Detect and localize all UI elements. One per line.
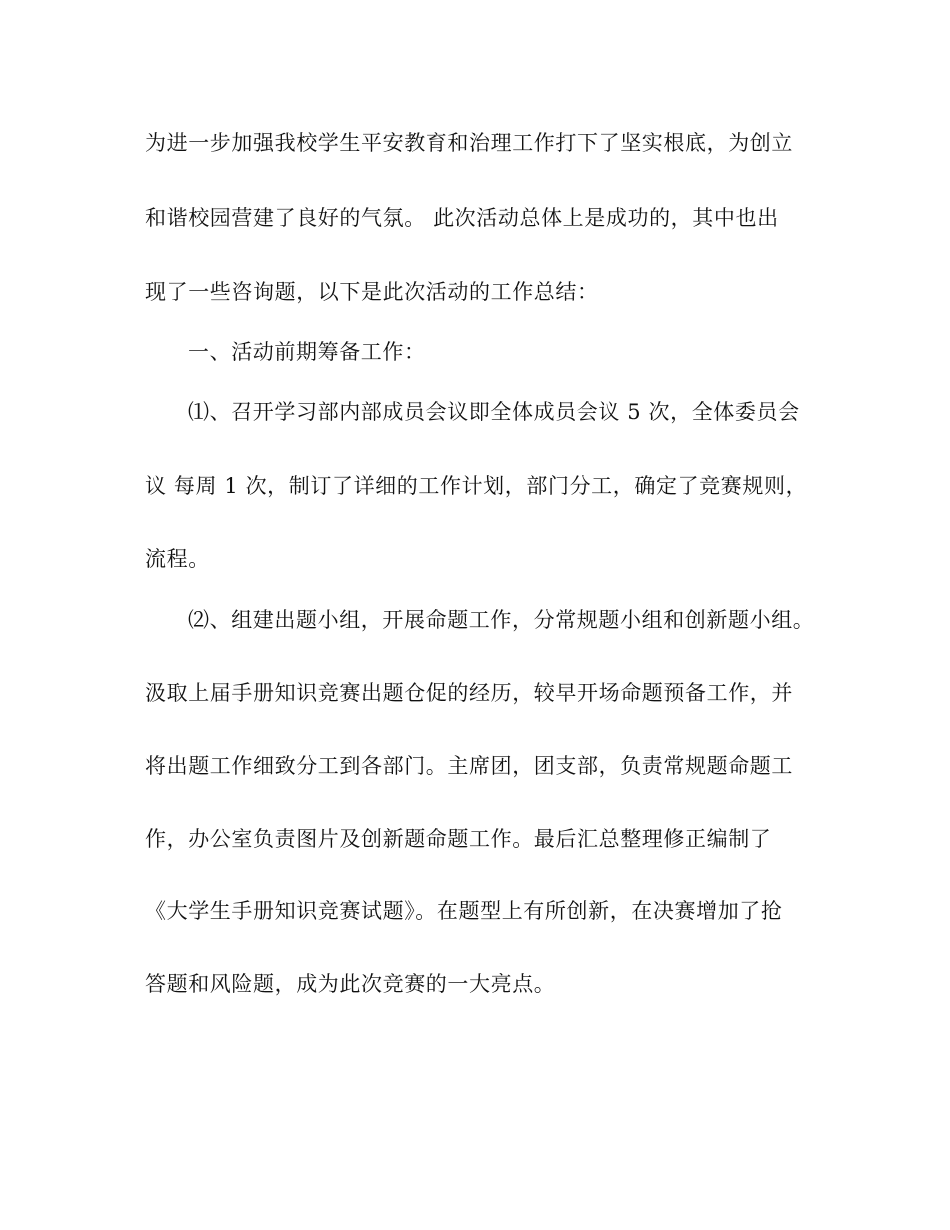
text-line-9: 汲取上届手册知识竞赛出题仓促的经历，较早开场命题预备工作，并	[145, 681, 793, 705]
text-line-1: 为进一步加强我校学生平安教育和治理工作打下了坚实根底，为创立	[145, 131, 793, 155]
text-line-2: 和谐校园营建了良好的气氛。 此次活动总体上是成功的，其中也出	[145, 206, 779, 230]
text-line-6: 议 每周 1 次，制订了详细的工作计划，部门分工，确定了竞赛规则，	[145, 474, 808, 498]
text-line-13: 答题和风险题，成为此次竞赛的一大亮点。	[145, 972, 556, 996]
text-line-3: 现了一些咨询题，以下是此次活动的工作总结：	[145, 280, 599, 304]
text-line-8: ⑵、组建出题小组，开展命题工作，分常规题小组和创新题小组。	[188, 608, 815, 632]
text-line-10: 将出题工作细致分工到各部门。主席团，团支部，负责常规题命题工	[145, 754, 793, 778]
text-line-11: 作，办公室负责图片及创新题命题工作。最后汇总整理修正编制了	[145, 827, 772, 851]
text-line-7: 流程。	[145, 547, 210, 571]
section-heading: 一、活动前期筹备工作：	[188, 340, 426, 364]
text-line-12: 《大学生手册知识竞赛试题》。在题型上有所创新，在决赛增加了抢	[145, 899, 783, 923]
text-line-5: ⑴、召开学习部内部成员会议即全体成员会议 5 次，全体委员会	[188, 400, 800, 424]
